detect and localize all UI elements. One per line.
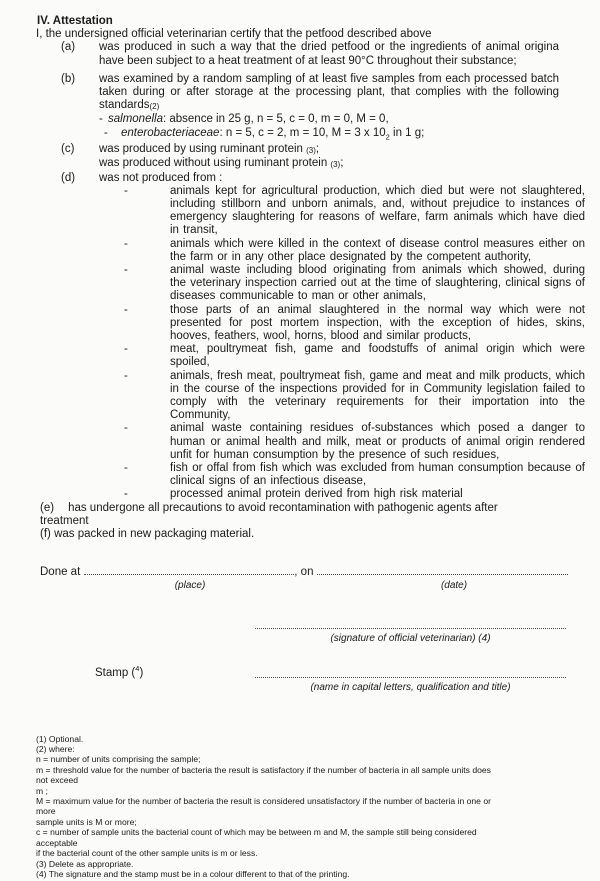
footnote-line: acceptable: [36, 837, 78, 848]
footnote-line: (3) Delete as appropriate.: [36, 858, 134, 869]
intro-text: I, the undersigned official veterinarian certify that the petfood described above: [36, 28, 432, 41]
item-f-text: was packed in new packaging material.: [54, 528, 255, 541]
on-label: , on: [294, 566, 314, 579]
item-a: [36, 41, 585, 67]
footnote-ref-3: (3): [330, 160, 341, 170]
dash-bullet: -: [124, 237, 128, 250]
footnote-line: m ;: [36, 785, 48, 796]
item-d-text: was not produced from :: [99, 171, 223, 184]
item-d: [36, 172, 585, 185]
footnote-line: M = maximum value for the number of bacteria the result is considered unsatisfactory if the number of bacteria in one or: [36, 796, 491, 807]
d-subitem-text: animal waste containing residues of-substances which posed a danger to human or animal health and milk, meat or products of animal origin rendered unfit for human consumption by the presence of such residues,: [170, 422, 585, 461]
d-subitem-text: animal waste including blood originating from animals which showed, during the veterinary inspection carried out at the time of slaughtering, clinical signs of diseases communicable to man or other animals,: [170, 263, 585, 303]
item-e: [40, 502, 540, 528]
item-b-label: (b): [61, 72, 76, 85]
stamp-text-close: ): [139, 666, 144, 679]
d-subitem-text: processed animal protein derived from high risk material: [170, 488, 463, 501]
d-subitem-7: [124, 422, 585, 462]
d-subitem-8: [124, 462, 585, 488]
footnote-line: if the bacterial count of the other sample units is m or less.: [36, 848, 258, 859]
footnote-line: c = number of sample units the bacterial count of which may be between m and M, the sample still being considered: [36, 827, 477, 838]
item-c: [36, 143, 585, 171]
signature-caption: (signature of official veterinarian) (4): [330, 632, 491, 644]
subscript-2: 2: [385, 131, 390, 141]
footnote-line: sample units is M or more;: [36, 816, 137, 827]
item-f: [40, 528, 585, 541]
d-subitem-text: animals, fresh meat, poultrymeat fish, game and meat and milk products, which in the course of the inspections provided for in Community legislation failed to comply with the veterinary requirements for their importation into the Community,: [170, 369, 585, 422]
dash-bullet: -: [124, 422, 128, 435]
d-subitem-9: [124, 488, 585, 501]
dash-bullet: -: [124, 369, 128, 382]
item-c-line1-text: was produced by using ruminant protein: [99, 143, 307, 156]
footnote-line: (4) The signature and the stamp must be in a colour different to that of the printing.: [36, 868, 350, 879]
dash-bullet: -: [99, 113, 103, 126]
d-subitem-2: [124, 238, 585, 264]
dash-bullet: -: [124, 303, 128, 316]
dash-bullet: -: [104, 126, 108, 139]
place-field-line[interactable]: [84, 564, 294, 575]
dash-bullet: -: [124, 343, 128, 356]
salmonella-name: salmonella: [108, 113, 163, 126]
footnote-line: (1) Optional.: [36, 733, 84, 744]
item-d-sublist: [124, 185, 585, 502]
d-subitem-3: [124, 264, 585, 304]
salmonella-detail: : absence in 25 g, n = 5, c = 0, m = 0, M = 0,: [162, 113, 389, 126]
footnote-line: (2) where:: [36, 744, 75, 755]
item-a-label: (a): [61, 41, 76, 54]
item-d-label: (d): [61, 171, 76, 184]
item-e-label: (e): [40, 501, 55, 514]
footnote-line: m = threshold value for the number of bacteria the result is satisfactory if the number of bacteria in all sample units does: [36, 764, 491, 775]
stamp-text: Stamp (: [95, 666, 136, 679]
d-subitem-text: animals which were killed in the context of disease control measures either on the farm or in any other place designated by the competent authority,: [170, 237, 585, 263]
d-subitem-6: [124, 370, 585, 423]
dash-bullet: -: [124, 488, 128, 501]
date-caption: (date): [440, 580, 468, 592]
footnote-ref-3: (3): [306, 146, 316, 156]
section-title: IV. Attestation: [37, 15, 113, 27]
standard-enterobacteriaceae: [99, 127, 559, 144]
d-subitem-text: fish or offal from fish which was excluded from human consumption because of clinical signs of an infectious disease,: [170, 462, 585, 488]
item-c-line1-tail: ;: [315, 143, 320, 156]
footnotes-section: [36, 734, 585, 880]
item-c-label: (c): [61, 143, 75, 156]
d-subitem-text: meat, poultrymeat fish, game and foodstuffs of animal origin which were spoiled,: [170, 343, 585, 369]
dash-bullet: -: [124, 184, 128, 197]
done-at-captions: [40, 579, 568, 592]
dash-bullet: -: [124, 462, 128, 474]
stamp-label: [95, 662, 143, 680]
item-c-line2-text: was produced without using ruminant protein: [99, 157, 331, 170]
d-subitem-5: [124, 343, 585, 369]
item-c-line2: [99, 157, 559, 171]
name-field-line[interactable]: [255, 669, 566, 678]
standard-salmonella: [99, 113, 559, 126]
enterobacteriaceae-name: enterobacteriaceae: [121, 126, 220, 139]
d-subitem-text: those parts of an animal slaughtered in the normal way which were not presented for post mortem inspection, with the exception of hides, skins, hooves, feathers, wool, horns, blood and similar products,: [170, 303, 585, 342]
item-c-line2-tail: ;: [340, 157, 344, 170]
footnote-line: not exceed: [36, 775, 79, 786]
footnote-ref-2: (2): [149, 102, 160, 112]
item-a-text: was produced in such a way that the dried petfood or the ingredients of animal origina have been subject to a heat treatment of at least 90°C throughout their substance;: [99, 41, 559, 67]
done-at-label: Done at: [40, 566, 81, 579]
attestation-document: [36, 15, 585, 879]
date-field-line[interactable]: [317, 564, 568, 575]
d-subitem-text: animals kept for agricultural production, which died but were not slaughtered, including stillborn and unborn animals, and, without prejudice to instances of emergency slaughtering for reasons of welfare, farm animals which have died in transit,: [170, 184, 585, 237]
item-f-label: (f): [40, 528, 51, 541]
signature-column: [255, 620, 566, 694]
item-c-line1: [99, 143, 559, 157]
place-caption: (place): [174, 580, 206, 592]
footnote-line: n = number of units comprising the sample;: [36, 754, 201, 765]
d-subitem-1: [124, 185, 585, 238]
item-e-text: has undergone all precautions to avoid recontamination with pathogenic agents after treatment: [40, 501, 498, 527]
enterobacteriaceae-detail-b: in 1 g;: [389, 126, 425, 139]
item-b-text: was examined by a random sampling of at least five samples from each processed batch taken during or after storage at the processing plant, that complies with the following standards: [99, 72, 559, 112]
done-at-row: [40, 564, 568, 579]
enterobacteriaceae-detail-a: : n = 5, c = 2, m = 10, M = 3 x 10: [219, 126, 386, 139]
item-b: [36, 73, 585, 143]
dash-bullet: -: [124, 263, 128, 276]
name-caption: (name in capital letters, qualification and title): [310, 681, 511, 693]
d-subitem-4: [124, 304, 585, 344]
signature-field-line[interactable]: [255, 620, 566, 629]
superscript-4: 4: [135, 663, 140, 673]
signature-area: [36, 620, 585, 730]
footnote-line: more: [36, 806, 56, 817]
